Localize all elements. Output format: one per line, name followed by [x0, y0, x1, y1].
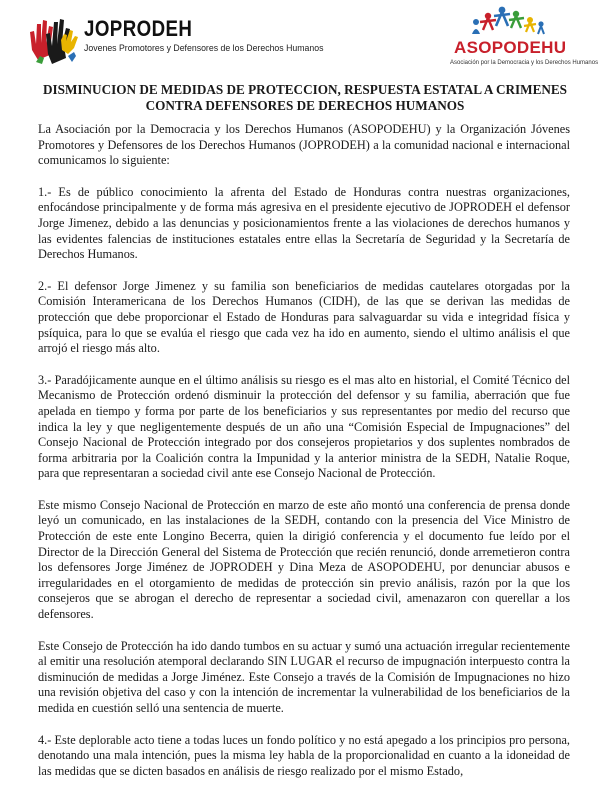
people-icon	[468, 4, 548, 36]
asopodehu-logo-name: ASOPODEHU	[454, 38, 567, 57]
document-body	[38, 122, 570, 795]
intro-paragraph: La Asociación por la Democracia y los Derechos Humanos (ASOPODEHU) y la Organización Jóvenes Promotores y Defensores de los Derechos Humanos (JOPRODEH) a la comunidad nacional e internacional comunicamos lo siguiente:	[38, 122, 570, 168]
paragraph-council-resolution: Este Consejo de Protección ha ido dando tumbos en su actuar y sumó una actuación irregular recientemente al emitir una resolución atemporal declarando SIN LUGAR el recurso de impugnación interpuesto contra la disminución de medidas a Jorge Jiménez. Este Consejo a través de la Comisión de Impugnaciones no hizo una revisión objetiva del caso y con la intención de incrementar la vulnerabilidad de los beneficiarios de la medida en cuestión selló una sentencia de muerte.	[38, 638, 570, 715]
paragraph-point-2: 2.- El defensor Jorge Jimenez y su familia son beneficiarios de medidas cautelares otorgadas por la Comisión Interamericana de los Derechos Humanos (CIDH), de las que se derivan las medidas de protección que debe proporcionar el Estado de Honduras para salvaguardar su vida e integridad física y psíquica, para lo que se evalúa el riesgo que cada vez ha ido en aumento, siendo el ultimo análisis el que arrojó el riesgo más alto.	[38, 278, 570, 356]
paragraph-point-3: 3.- Paradójicamente aunque en el último análisis su riesgo es el mas alto en historial, el Comité Técnico del Mecanismo de Protección ordenó disminuir la protección del defensor y su familia, aberración que fue apelada en tiempo y forma por parte de los beneficiarios y sus representantes por medio del recurso que indica la ley y que negligentemente después de un año una “Comisión Especial de Impugnaciones” del Consejo Nacional de Protección integrado por dos consejeros propietarios y dos suplentes nombrados de forma arbitraria por la Coalición contra la Impunidad y la anterior ministra de la SEDH, Natalie Roque, para que representaran a sociedad civil ante ese Consejo Nacional de Protección.	[38, 372, 570, 481]
joprodeh-logo	[28, 10, 324, 68]
paragraph-point-4: 4.- Este deplorable acto tiene a todas luces un fondo político y no está apegado a los principios pro persona, denotando una mala intención, pues la misma ley habla de la proporcionalidad en cuanto a la idoneidad de las medidas que se dicten basados en análisis de riesgo realizado por el mismo Estado,	[38, 732, 570, 778]
asopodehu-logo	[432, 4, 599, 74]
paragraph-press-conference: Este mismo Consejo Nacional de Protección en marzo de este año montó una conferencia de prensa donde leyó un comunicado, en las instalaciones de la SEDH, contando con la presencia del Vice Ministro de Protección de este ente Longino Becerra, quien la dirigió conferencia y el documento fue leído por el Director de la Dirección General del Sistema de Protección que recién renunció, donde arremetieron contra los defensores Jorge Jiménez de JOPRODEH y Dina Meza de ASOPODEHU, por denunciar abusos e irregularidades en el otorgamiento de medidas de protección sin previo análisis, razón por la que los consejeros que se abrogan el derecho de representar a sociedad civil, amenazaron con querellar a los defensores.	[38, 497, 570, 622]
joprodeh-logo-subtitle: Jovenes Promotores y Defensores de los Derechos Humanos	[84, 43, 324, 54]
hands-icon	[28, 10, 80, 66]
asopodehu-logo-subtitle: Asociación por la Democracia y los Derechos Humanos	[450, 60, 599, 66]
document-title: DISMINUCION DE MEDIDAS DE PROTECCION, RESPUESTA ESTATAL A CRIMENES CONTRA DEFENSORES DE DERECHOS HUMANOS	[42, 82, 568, 113]
joprodeh-logo-name: JOPRODEH	[84, 16, 193, 41]
letterhead	[0, 0, 606, 78]
paragraph-point-1: 1.- Es de público conocimiento la afrenta del Estado de Honduras contra nuestras organizaciones, enfocándose principalmente y de forma más agresiva en el presidente ejecutivo de JOPRODEH el defensor Jorge Jimenez, debido a las denuncias y posicionamientos frente a las violaciones de derechos humanos y las evidentes falencias de instituciones estatales entre ellas la Secretaría de Seguridad y la Secretaría de Derechos Humanos.	[38, 184, 570, 262]
